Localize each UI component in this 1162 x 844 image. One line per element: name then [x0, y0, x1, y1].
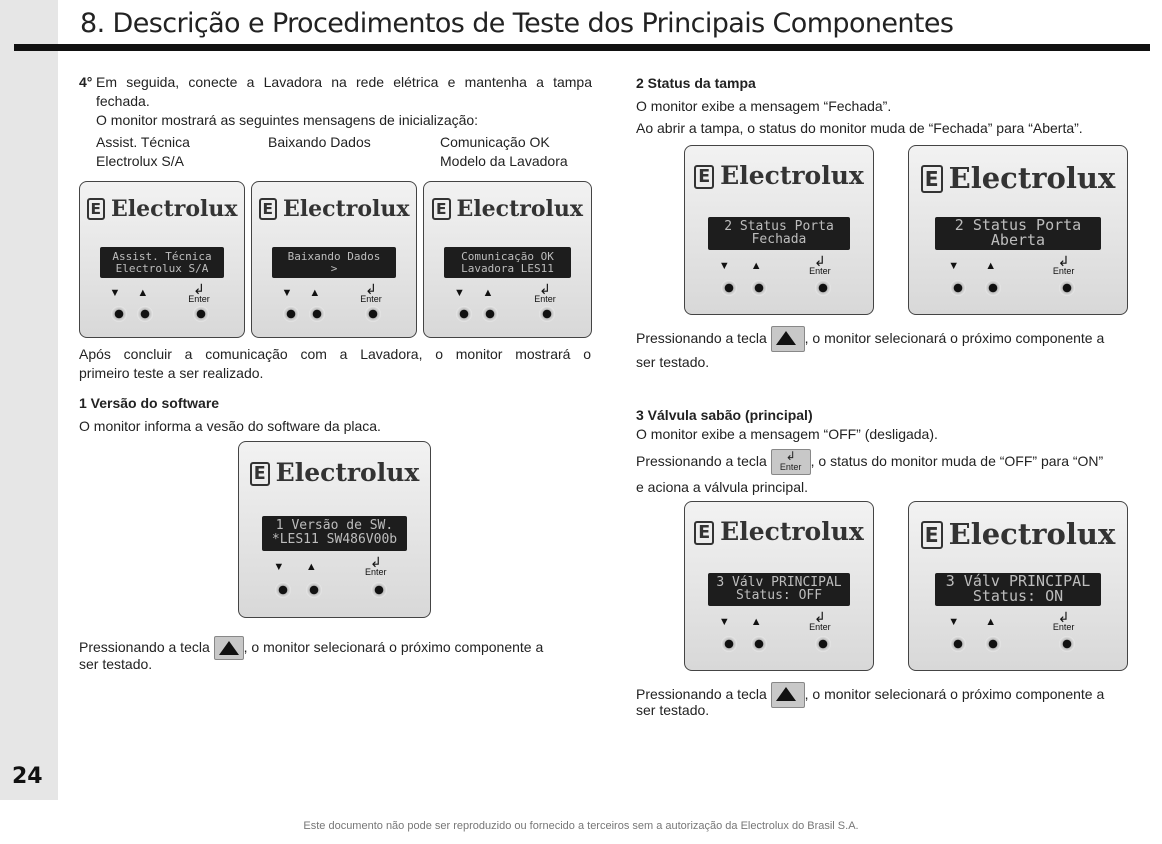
enter-label: Enter: [534, 293, 556, 304]
electrolux-logo: [252, 196, 416, 222]
press-text: , o monitor selecionará o próximo componente a: [804, 685, 1105, 702]
enter-icon: [360, 280, 382, 304]
press-text: , o monitor selecionará o próximo componente a: [243, 638, 544, 655]
page-number: 24: [12, 764, 43, 789]
electrolux-logo-icon: E: [921, 165, 943, 193]
lcd-line-1: 2 Status Porta: [954, 215, 1082, 234]
electrolux-logo-icon: E: [694, 521, 714, 545]
enter-button: [371, 582, 387, 598]
electrolux-logo-icon: E: [87, 198, 106, 220]
up-arrow-key-icon: [771, 326, 805, 352]
lcd-line-1: Baixando Dados: [287, 250, 381, 264]
title-rule: [14, 44, 1150, 51]
lcd-screen: [708, 217, 851, 251]
section-text: Ao abrir a tampa, o status do monitor muda de “Fechada” para “Aberta”.: [636, 120, 1083, 136]
enter-icon: [534, 280, 556, 304]
electrolux-logo: [239, 458, 430, 487]
down-button: [111, 306, 127, 322]
electrolux-logo-icon: E: [250, 462, 270, 486]
lcd-screen: [444, 247, 571, 278]
enter-key-label: Enter: [779, 462, 802, 472]
enter-arrow-icon: ↲: [365, 280, 377, 297]
up-button: [309, 306, 325, 322]
lcd-line-2: >: [330, 261, 338, 275]
press-line-2: ser testado.: [636, 702, 710, 718]
electrolux-logo: [909, 517, 1127, 551]
lcd-line-2: *LES11 SW486V00b: [271, 532, 398, 547]
press-text: Pressionando a tecla: [636, 452, 767, 469]
electrolux-logo: [80, 196, 244, 222]
enter-icon: [809, 255, 831, 276]
electrolux-logo-icon: E: [694, 165, 714, 189]
init-message: Assist. Técnica: [96, 134, 190, 150]
footer-notice: Este documento não pode ser reproduzido ou fornecido a terceiros sem a autorização da Electrolux do Brasil S.A.: [303, 820, 859, 832]
enter-button: [539, 306, 555, 322]
press-text: Pressionando a tecla: [79, 638, 210, 655]
enter-arrow-icon: ↲: [813, 609, 826, 626]
lcd-screen: [708, 573, 851, 607]
brand-name: Electrolux: [275, 457, 420, 487]
up-arrow-key-icon: [214, 636, 244, 660]
init-message: Modelo da Lavadora: [440, 153, 568, 169]
down-arrow-icon: ▼: [718, 260, 730, 273]
down-arrow-icon: ▼: [281, 287, 293, 300]
enter-label: Enter: [365, 566, 387, 577]
init-message: Electrolux S/A: [96, 153, 184, 169]
lcd-line-1: 1 Versão de SW.: [275, 518, 394, 534]
brand-name: Electrolux: [948, 517, 1116, 552]
display-panel: [908, 501, 1128, 671]
enter-button: [815, 280, 831, 296]
up-button: [985, 280, 1001, 296]
down-button: [275, 582, 291, 598]
display-panel: [79, 181, 245, 338]
lcd-line-1: 3 Válv PRINCIPAL: [945, 571, 1091, 590]
up-arrow-icon: ▲: [309, 287, 321, 300]
lcd-line-1: Assist. Técnica: [112, 250, 212, 264]
electrolux-logo-icon: E: [259, 198, 278, 220]
press-line-2: ser testado.: [79, 656, 153, 672]
enter-label: Enter: [188, 293, 210, 304]
lcd-line-2: Lavadora LES11: [461, 261, 554, 275]
section-text: O monitor informa a vesão do software da placa.: [79, 418, 381, 434]
up-arrow-icon: ▲: [985, 260, 997, 273]
enter-label: Enter: [1052, 266, 1075, 277]
up-arrow-icon: ▲: [985, 616, 997, 629]
up-arrow-icon: ▲: [305, 561, 317, 573]
display-panel: [251, 181, 417, 338]
enter-button: [365, 306, 381, 322]
enter-arrow-icon: ↲: [1057, 609, 1070, 626]
section-heading: 3 Válvula sabão (principal): [636, 407, 813, 423]
enter-button: [193, 306, 209, 322]
sidebar-strip: [0, 0, 58, 800]
display-panel: [423, 181, 592, 338]
enter-icon: [188, 280, 210, 304]
electrolux-logo-icon: E: [921, 521, 943, 549]
display-panel: [238, 441, 431, 618]
lcd-line-1: 3 Válv PRINCIPAL: [716, 574, 842, 590]
electrolux-logo: [685, 517, 873, 546]
up-button: [751, 280, 767, 296]
enter-arrow-icon: ↲: [193, 280, 205, 297]
enter-button: [815, 636, 831, 652]
lcd-screen: [272, 247, 397, 278]
up-arrow-icon: ▲: [137, 287, 149, 300]
down-button: [283, 306, 299, 322]
section-text: O monitor exibe a mensagem “Fechada”.: [636, 98, 892, 114]
enter-arrow-icon: ↲: [813, 253, 826, 270]
up-arrow-icon: ▲: [482, 287, 494, 300]
down-arrow-icon: ▼: [273, 561, 285, 573]
enter-label: Enter: [809, 266, 831, 277]
down-button: [456, 306, 472, 322]
lcd-line-2: Status: OFF: [735, 588, 823, 604]
brand-name: Electrolux: [720, 161, 864, 191]
lcd-screen: [262, 516, 407, 551]
enter-key-icon: [771, 449, 811, 475]
down-arrow-icon: ▼: [109, 287, 121, 300]
lcd-screen: [100, 247, 225, 278]
enter-arrow-icon: ↲: [539, 280, 551, 297]
step-number: 4°: [79, 74, 93, 90]
lcd-screen: [935, 573, 1101, 607]
enter-icon: [809, 611, 831, 632]
brand-name: Electrolux: [948, 161, 1116, 196]
brand-name: Electrolux: [283, 195, 410, 222]
enter-icon: [1053, 611, 1075, 632]
enter-label: Enter: [360, 293, 382, 304]
up-button: [137, 306, 153, 322]
after-comm-line-2: primeiro teste a ser realizado.: [79, 365, 264, 381]
down-button: [721, 280, 737, 296]
up-button: [482, 306, 498, 322]
after-comm-line-1: Após concluir a comunicação com a Lavadora, o monitor mostrará o: [79, 346, 591, 362]
electrolux-logo: [909, 161, 1127, 195]
press-text: Pressionando a tecla: [636, 329, 767, 346]
display-panel: [908, 145, 1128, 315]
up-button: [985, 636, 1001, 652]
down-arrow-icon: ▼: [718, 616, 730, 629]
press-text: , o status do monitor muda de “OFF” para “ON”: [810, 452, 1104, 469]
electrolux-logo: [424, 196, 591, 222]
up-arrow-key-icon: [771, 682, 805, 708]
up-arrow-icon: ▲: [750, 260, 762, 273]
up-button: [751, 636, 767, 652]
down-button: [721, 636, 737, 652]
step-line-2: fechada.: [96, 93, 150, 109]
press-enter-line: [636, 449, 1103, 475]
enter-button: [1059, 280, 1075, 296]
up-button: [306, 582, 322, 598]
section-heading: 2 Status da tampa: [636, 75, 756, 91]
section-text: O monitor exibe a mensagem “OFF” (desligada).: [636, 426, 938, 442]
lcd-line-2: Aberta: [990, 231, 1046, 250]
enter-arrow-icon: ↲: [369, 553, 382, 570]
down-arrow-icon: ▼: [948, 260, 960, 273]
press-key-line: [636, 326, 1104, 352]
init-message: Comunicação OK: [440, 134, 550, 150]
brand-name: Electrolux: [720, 517, 864, 547]
electrolux-logo: [685, 161, 873, 190]
step-line-3: O monitor mostrará as seguintes mensagens de inicialização:: [96, 112, 479, 128]
press-line-2: e aciona a válvula principal.: [636, 479, 808, 495]
enter-label: Enter: [1052, 622, 1075, 633]
enter-arrow-icon: ↲: [1057, 253, 1070, 270]
lcd-line-1: Comunicação OK: [461, 250, 554, 264]
lcd-screen: [935, 217, 1101, 251]
brand-name: Electrolux: [456, 195, 583, 222]
init-message: Baixando Dados: [268, 134, 371, 150]
enter-button: [1059, 636, 1075, 652]
press-text: , o monitor selecionará o próximo componente a: [804, 329, 1105, 346]
brand-name: Electrolux: [111, 195, 238, 222]
enter-arrow-icon: ↲: [785, 449, 796, 463]
display-panel: [684, 501, 874, 671]
enter-icon: [1053, 255, 1075, 276]
press-text: Pressionando a tecla: [636, 685, 767, 702]
down-arrow-icon: ▼: [948, 616, 960, 629]
electrolux-logo-icon: E: [432, 198, 451, 220]
page-title: 8. Descrição e Procedimentos de Teste dos Principais Componentes: [80, 8, 954, 39]
lcd-line-2: Electrolux S/A: [115, 261, 209, 275]
lcd-line-1: 2 Status Porta: [724, 218, 834, 234]
lcd-line-2: Status: ON: [972, 587, 1064, 606]
section-heading: 1 Versão do software: [79, 395, 220, 411]
press-line-2: ser testado.: [636, 354, 710, 370]
lcd-line-2: Fechada: [751, 232, 807, 248]
enter-label: Enter: [809, 622, 831, 633]
display-panel: [684, 145, 874, 315]
down-button: [950, 636, 966, 652]
up-arrow-icon: ▲: [750, 616, 762, 629]
down-arrow-icon: ▼: [454, 287, 465, 300]
down-button: [950, 280, 966, 296]
step-line-1: Em seguida, conecte a Lavadora na rede elétrica e mantenha a tampa: [96, 74, 592, 90]
enter-icon: [365, 553, 387, 577]
